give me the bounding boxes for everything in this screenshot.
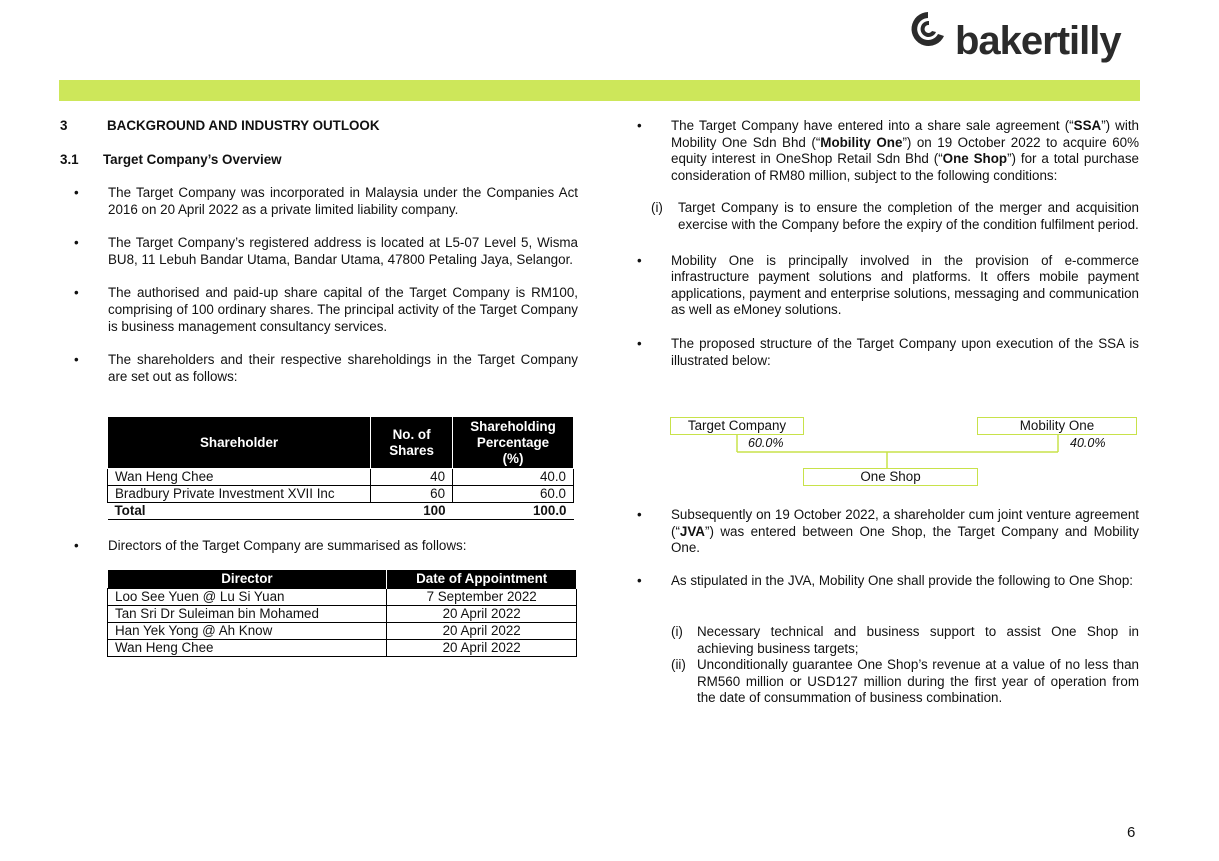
page-number: 6 (1127, 824, 1136, 841)
diagram-pct-target-company: 60.0% (748, 436, 784, 450)
bullet-item: • The Target Company have entered into a share sale agreement (“SSA”) with Mobility One Sdn Bhd (“Mobility One”) on 19 October 2022 to acquire 60% equity interest in OneShop Retail Sdn Bhd (“One Shop”) for a total purchase consideration of RM80 million, subject to the following conditions: (637, 118, 1139, 183)
jva-item: (ii) Unconditionally guarantee One Shop’s revenue at a value of no less than RM560 million or USD127 million during the first year of operation from the date of consummation of business combination. (671, 657, 1139, 706)
table-row: Tan Sri Dr Suleiman bin Mohamed 20 April 2022 (108, 605, 577, 622)
left-column (60, 118, 578, 385)
bullet-item: • As stipulated in the JVA, Mobility One shall provide the following to One Shop: (637, 573, 1133, 588)
table-total-row: Total 100 100.0 (108, 503, 574, 520)
structure-diagram (670, 417, 1140, 489)
table-header: Shareholder (108, 417, 371, 469)
table-row: Wan Heng Chee 20 April 2022 (108, 639, 577, 656)
directors-table (107, 570, 577, 657)
table-header: Director (108, 570, 387, 588)
section-number: 3 (60, 118, 68, 133)
jva-item: (i) Necessary technical and business support to assist One Shop in achieving business targets; (671, 624, 1139, 656)
table-header: No. of Shares (371, 417, 453, 469)
bullet-item: • Directors of the Target Company are summarised as follows: (74, 538, 467, 553)
table-header: Date of Appointment (387, 570, 577, 588)
bullet-item: • The Target Company’s registered address is located at L5-07 Level 5, Wisma BU8, 11 Lebuh Bandar Utama, Bandar Utama, 47800 Petaling Jaya, Selangor. (74, 235, 578, 267)
diagram-box-target-company: Target Company (670, 417, 804, 435)
diagram-box-mobility-one: Mobility One (977, 417, 1137, 435)
bakertilly-logo (905, 8, 1140, 70)
subsection-title: Target Company’s Overview (103, 152, 282, 167)
table-row: Han Yek Yong @ Ah Know 20 April 2022 (108, 622, 577, 639)
bullet-item: • Mobility One is principally involved in the provision of e-commerce infrastructure payment solutions and platforms. It offers mobile payment applications, payment and enterprise solutions, messaging and communication as well as eMoney solutions. (637, 252, 1139, 318)
table-row: Bradbury Private Investment XVII Inc 60 60.0 (108, 486, 574, 503)
diagram-pct-mobility-one: 40.0% (1070, 436, 1106, 450)
shareholders-table (107, 416, 574, 520)
table-header: Shareholding Percentage (%) (453, 417, 574, 469)
bullet-item: • Subsequently on 19 October 2022, a shareholder cum joint venture agreement (“JVA”) was entered between One Shop, the Target Company and Mobility One. (637, 507, 1139, 556)
bullet-item: • The authorised and paid-up share capital of the Target Company is RM100, comprising of 100 ordinary shares. The principal activity of the Target Company is business management consultancy services. (74, 285, 578, 334)
logo-swirl-icon (905, 8, 951, 54)
right-column (637, 118, 1139, 484)
bullet-item: • The proposed structure of the Target Company upon execution of the SSA is illustrated below: (637, 335, 1139, 368)
logo-wordmark: bakertilly (955, 19, 1121, 63)
table-row: Loo See Yuen @ Lu Si Yuan 7 September 2022 (108, 588, 577, 605)
table-row: Wan Heng Chee 40 40.0 (108, 469, 574, 486)
subsection-heading (60, 152, 578, 169)
bullet-item: • The Target Company was incorporated in Malaysia under the Companies Act 2016 on 20 April 2022 as a private limited liability company. (74, 185, 578, 217)
section-title: BACKGROUND AND INDUSTRY OUTLOOK (107, 118, 380, 133)
subsection-number: 3.1 (60, 152, 79, 167)
header-accent-bar (59, 80, 1140, 101)
diagram-box-one-shop: One Shop (803, 468, 978, 486)
section-heading (60, 118, 578, 135)
condition-item: (i) Target Company is to ensure the completion of the merger and acquisition exercise with the Company before the expiry of the condition fulfilment period. (651, 200, 1139, 232)
bullet-item: • The shareholders and their respective shareholdings in the Target Company are set out as follows: (74, 352, 578, 384)
